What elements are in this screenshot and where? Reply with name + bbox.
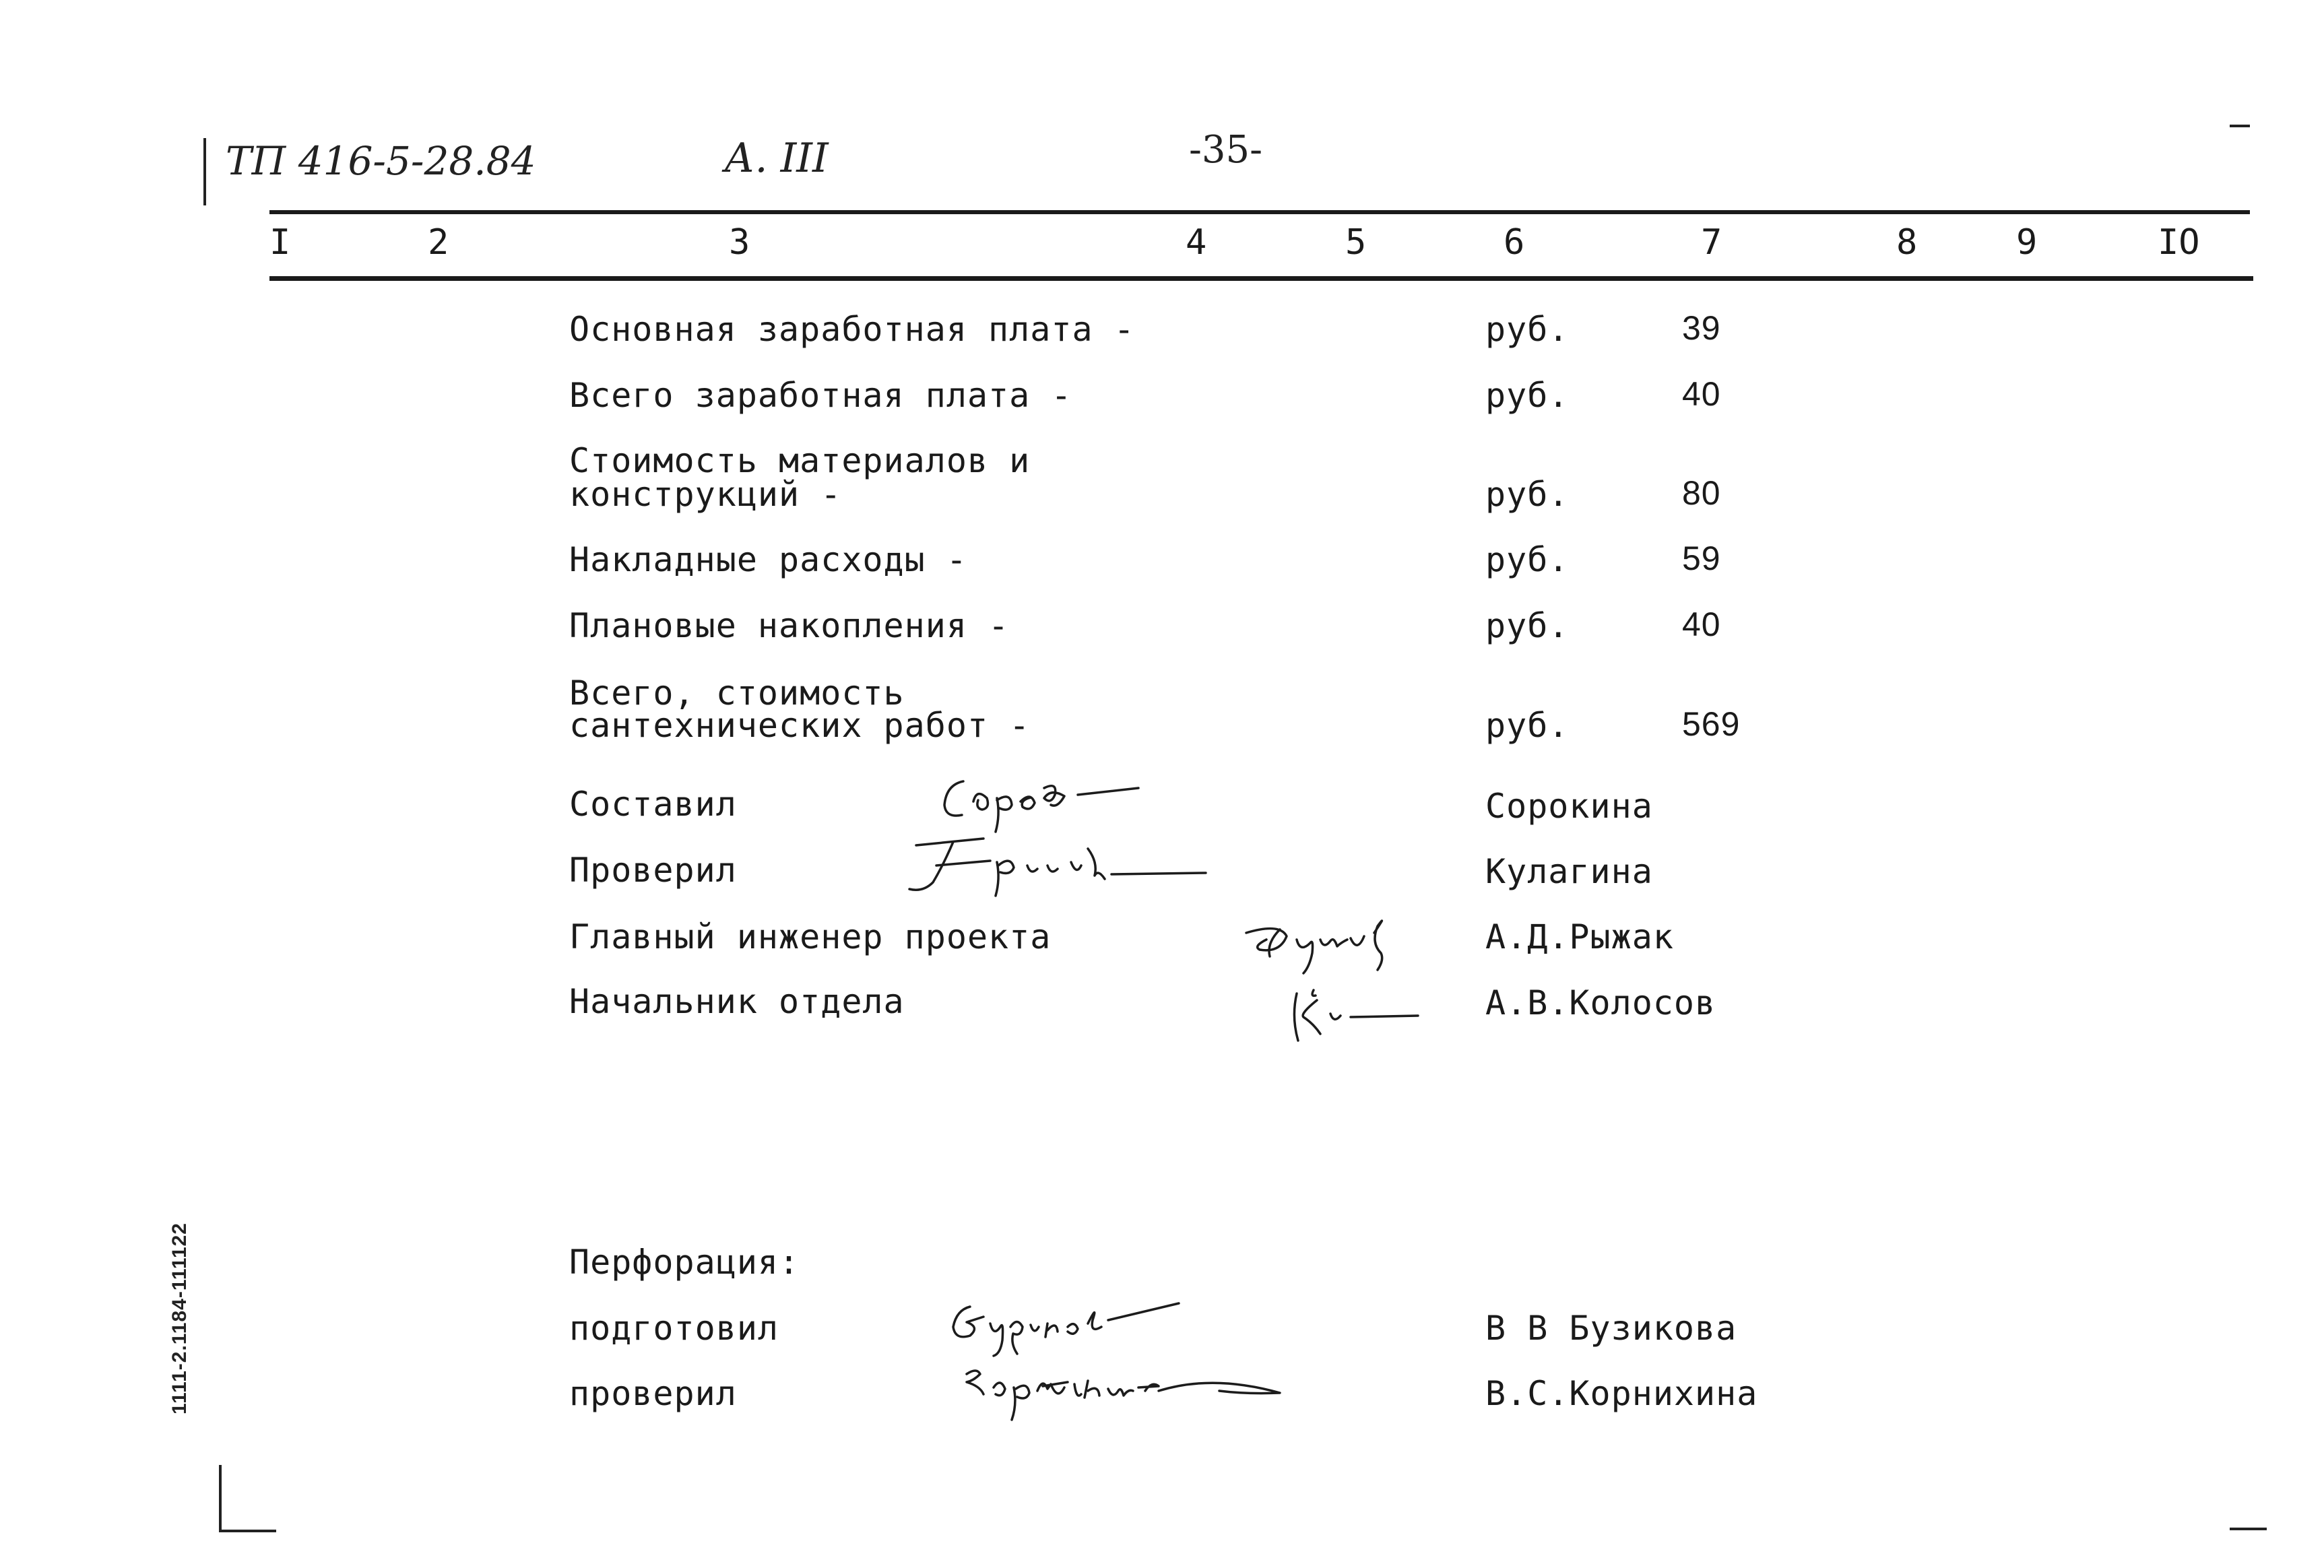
row-desc: Накладные расходы - bbox=[569, 540, 967, 579]
col-10: IO bbox=[2158, 222, 2200, 263]
sign-role: Проверил bbox=[569, 851, 737, 890]
page-number: -35- bbox=[1189, 128, 1263, 172]
row-unit: руб. bbox=[1485, 540, 1570, 579]
col-4: 4 bbox=[1186, 222, 1207, 263]
perforation-title: Перфорация: bbox=[569, 1243, 800, 1282]
row-unit: руб. bbox=[1485, 606, 1570, 645]
col-9: 9 bbox=[2016, 222, 2038, 263]
row-value: 569 bbox=[1682, 705, 1741, 743]
corner-mark-top-right bbox=[2230, 125, 2250, 127]
signature-kolosov bbox=[1283, 977, 1431, 1051]
row-value: 80 bbox=[1682, 474, 1721, 512]
sign-name: А.В.Колосов bbox=[1485, 983, 1716, 1022]
row-unit: руб. bbox=[1485, 706, 1570, 745]
perforation-checked-role: проверил bbox=[569, 1374, 737, 1413]
signature-buzikova bbox=[943, 1290, 1199, 1357]
row-desc-line1: Всего, стоимость bbox=[569, 674, 905, 713]
row-desc: Основная заработная плата - bbox=[569, 310, 1135, 349]
row-desc-line2: сантехнических работ - bbox=[569, 706, 1031, 745]
row-unit: руб. bbox=[1485, 376, 1570, 415]
row-desc-line2: конструкций - bbox=[569, 475, 842, 514]
perforation-prepared-role: подготовил bbox=[569, 1309, 779, 1348]
table-top-rule bbox=[269, 210, 2250, 214]
corner-mark-bottom-left-vertical bbox=[219, 1465, 222, 1532]
col-2: 2 bbox=[428, 222, 449, 263]
sign-name: Сорокина bbox=[1485, 787, 1653, 826]
margin-stamp: 1111-2.1184-111122 bbox=[168, 1222, 191, 1414]
col-8: 8 bbox=[1896, 222, 1918, 263]
sign-role: Главный инженер проекта bbox=[569, 917, 1052, 956]
col-6: 6 bbox=[1504, 222, 1525, 263]
row-desc: Плановые накопления - bbox=[569, 606, 1010, 645]
sign-role: Составил bbox=[569, 785, 737, 824]
col-5: 5 bbox=[1345, 222, 1367, 263]
col-3: 3 bbox=[729, 222, 750, 263]
sign-name: А.Д.Рыжак bbox=[1485, 917, 1674, 956]
sign-name: Кулагина bbox=[1485, 852, 1653, 891]
col-7: 7 bbox=[1701, 222, 1722, 263]
row-desc: Всего заработная плата - bbox=[569, 376, 1072, 415]
table-header-rule bbox=[269, 276, 2253, 281]
album-number: А. III bbox=[724, 135, 829, 182]
corner-mark-bottom-right bbox=[2230, 1528, 2267, 1530]
row-value: 40 bbox=[1682, 606, 1721, 643]
perforation-checked-name: В.С.Корнихина bbox=[1485, 1374, 1758, 1413]
signature-kornikhina bbox=[957, 1354, 1307, 1421]
row-unit: руб. bbox=[1485, 475, 1570, 514]
left-margin-bar bbox=[203, 138, 206, 205]
sign-role: Начальник отдела bbox=[569, 982, 905, 1021]
signature-sorokina bbox=[936, 768, 1159, 835]
row-value: 39 bbox=[1682, 309, 1721, 347]
signature-kulagina bbox=[896, 828, 1219, 903]
row-value: 59 bbox=[1682, 540, 1721, 577]
row-value: 40 bbox=[1682, 375, 1721, 413]
perforation-prepared-name: В В Бузикова bbox=[1485, 1309, 1737, 1348]
corner-mark-bottom-left-horizontal bbox=[219, 1530, 276, 1532]
col-1: I bbox=[269, 222, 291, 263]
row-desc-line1: Стоимость материалов и bbox=[569, 441, 1031, 480]
row-unit: руб. bbox=[1485, 310, 1570, 349]
signature-ryzhak bbox=[1239, 906, 1408, 980]
doc-code: ТП 416-5-28.84 bbox=[226, 138, 536, 184]
